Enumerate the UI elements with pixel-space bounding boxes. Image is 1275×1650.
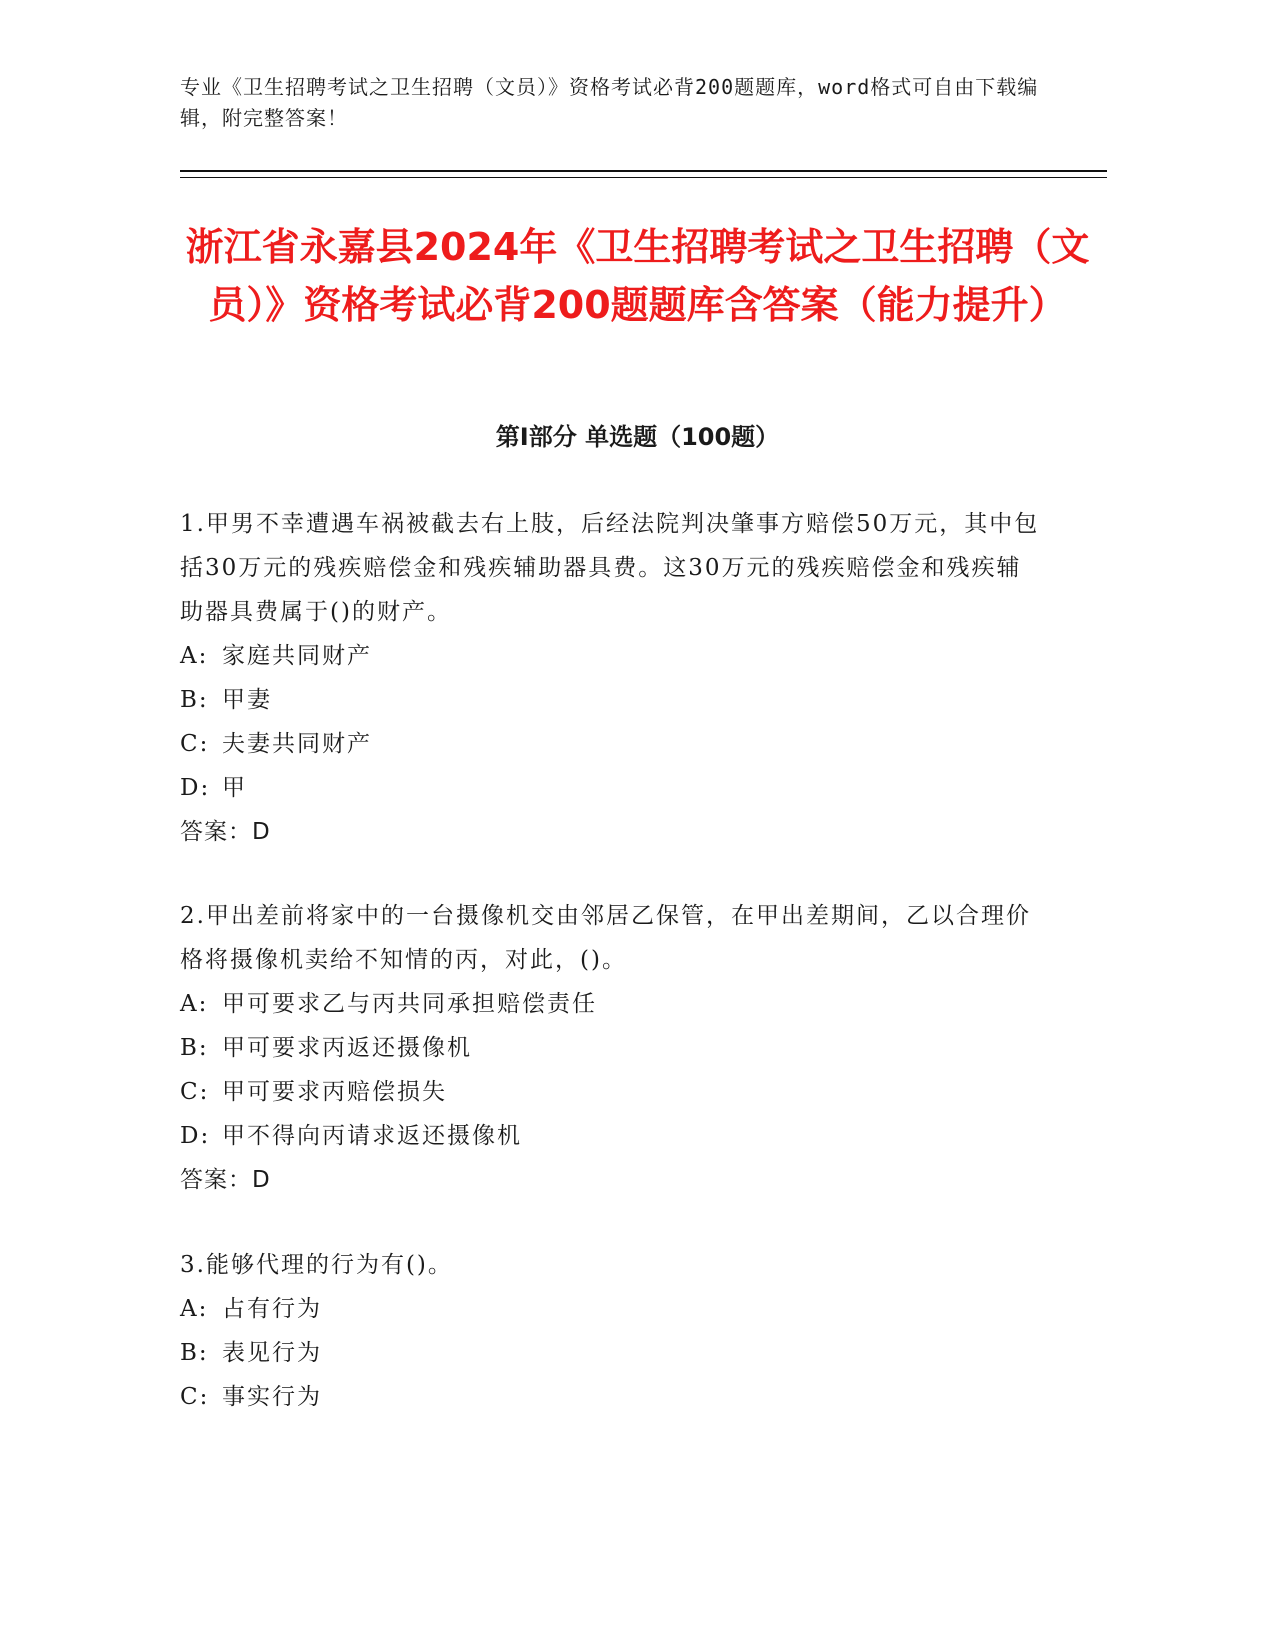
question-1 [180,502,1040,854]
option-key: C: [180,1384,210,1410]
option-key: A: [180,1296,209,1322]
option-text: 占有行为 [222,1296,322,1322]
option-c [180,1375,1040,1419]
option-key: D: [180,775,211,801]
option-key: A: [180,991,209,1017]
option-text: 事实行为 [222,1384,322,1410]
option-text: 甲可要求乙与丙共同承担赔偿责任 [222,991,597,1017]
option-b [180,1026,1040,1070]
option-text: 家庭共同财产 [222,643,372,669]
option-b [180,1331,1040,1375]
option-d [180,766,1040,810]
option-key: B: [180,1035,209,1061]
option-text: 甲可要求丙返还摄像机 [222,1035,472,1061]
header-divider-thin [180,177,1107,178]
option-text: 表见行为 [222,1340,322,1366]
option-key: D: [180,1123,211,1149]
option-key: A: [180,643,209,669]
option-a [180,1287,1040,1331]
document-title: 浙江省永嘉县2024年《卫生招聘考试之卫生招聘（文员）》资格考试必背200题题库含答案（能力提升） [185,225,1090,327]
question-stem: 2.甲出差前将家中的一台摄像机交由邻居乙保管，在甲出差期间，乙以合理价格将摄像机卖给不知情的丙，对此，()。 [180,903,1031,973]
option-c [180,1070,1040,1114]
question-2 [180,894,1040,1202]
option-key: B: [180,687,209,713]
question-3 [180,1243,1040,1419]
option-key: C: [180,1079,210,1105]
answer: 答案：D [180,1167,271,1193]
option-d [180,1114,1040,1158]
option-key: C: [180,731,210,757]
question-stem: 3.能够代理的行为有()。 [180,1252,453,1278]
option-a [180,982,1040,1026]
option-text: 甲不得向丙请求返还摄像机 [222,1123,522,1149]
option-c [180,722,1040,766]
option-text: 夫妻共同财产 [222,731,372,757]
option-text: 甲可要求丙赔偿损失 [222,1079,447,1105]
option-text: 甲妻 [222,687,272,713]
question-stem: 1.甲男不幸遭遇车祸被截去右上肢，后经法院判决肇事方赔偿50万元，其中包括30万元的残疾赔偿金和残疾辅助器具费。这30万元的残疾赔偿金和残疾辅助器具费属于()的财产。 [180,511,1040,625]
option-b [180,678,1040,722]
answer: 答案：D [180,819,271,845]
section-title: 第Ⅰ部分 单选题（100题） [495,423,780,451]
option-a [180,634,1040,678]
option-text: 甲 [222,775,247,801]
header-note: 专业《卫生招聘考试之卫生招聘（文员）》资格考试必背200题题库，word格式可自由下载编辑，附完整答案！ [180,75,1039,130]
header-divider-thick [180,170,1107,172]
option-key: B: [180,1340,209,1366]
